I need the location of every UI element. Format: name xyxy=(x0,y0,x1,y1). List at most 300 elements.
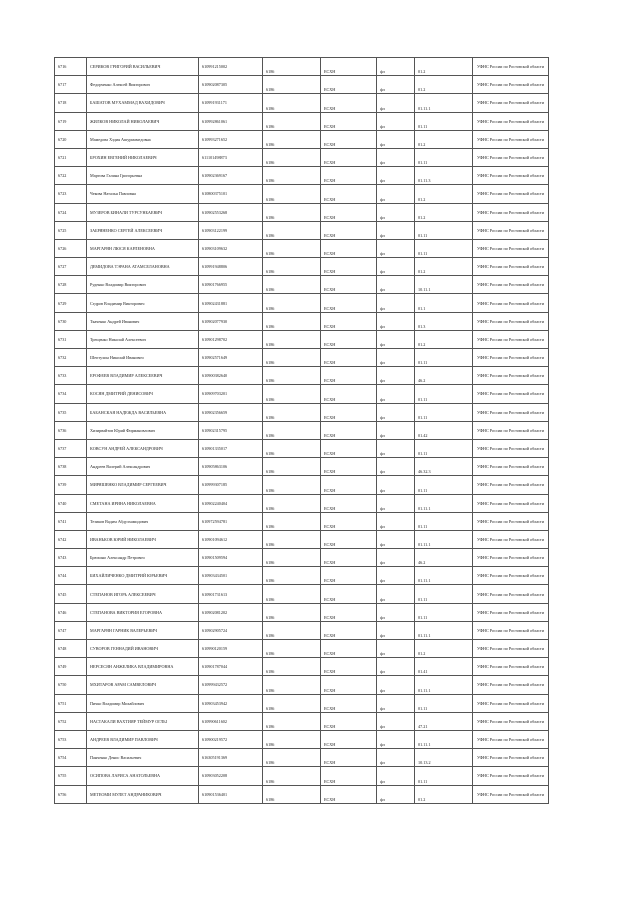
entity-form-cell: фл xyxy=(377,730,415,748)
authority-name-cell: УФНС России по Ростовской области xyxy=(473,148,549,166)
tax-office-code-cell: 6186 xyxy=(263,676,321,694)
okved-code-cell: 01.3 xyxy=(415,312,473,330)
okved-code-cell: 01.11 xyxy=(415,585,473,603)
entity-form-cell: фл xyxy=(377,167,415,185)
tax-regime-cell: ЕСХН xyxy=(321,567,377,585)
row-number-cell: 6731 xyxy=(55,330,87,348)
table-row xyxy=(55,640,549,658)
tax-regime-cell: ЕСХН xyxy=(321,276,377,294)
okved-code-cell: 01.11.1 xyxy=(415,730,473,748)
inn-number-cell: 610991215002 xyxy=(199,58,263,76)
row-number-cell: 6751 xyxy=(55,694,87,712)
row-number-cell: 6750 xyxy=(55,676,87,694)
table-row xyxy=(55,621,549,639)
okved-code-cell: 01.11 xyxy=(415,349,473,367)
table-row xyxy=(55,221,549,239)
tax-regime-cell: ЕСХН xyxy=(321,439,377,457)
row-number-cell: 6739 xyxy=(55,476,87,494)
tax-regime-cell: ЕСХН xyxy=(321,349,377,367)
okved-code-cell: 01.11.1 xyxy=(415,676,473,694)
entity-form-cell: фл xyxy=(377,276,415,294)
tax-office-code-cell: 6186 xyxy=(263,567,321,585)
table-row xyxy=(55,312,549,330)
inn-number-cell: 610991931171 xyxy=(199,94,263,112)
entity-form-cell: фл xyxy=(377,130,415,148)
taxpayer-name-cell: ДЕМИДОВА ТЭРАНА АТАМСЕЛАНОВНА xyxy=(87,258,199,276)
taxpayer-name-cell: ЖИЛКОВ НИКОЛАЙ НИКОЛАЕВИЧ xyxy=(87,112,199,130)
taxpayer-name-cell: МУЗЕРОВ БИНАЛИ ТУРСУНБАЕВИЧ xyxy=(87,203,199,221)
table-row xyxy=(55,58,549,76)
authority-name-cell: УФНС России по Ростовской области xyxy=(473,712,549,730)
table-row xyxy=(55,239,549,257)
tax-office-code-cell: 6186 xyxy=(263,239,321,257)
authority-name-cell: УФНС России по Ростовской области xyxy=(473,367,549,385)
inn-number-cell: 610902553268 xyxy=(199,203,263,221)
taxpayer-name-cell: ИВАНЬКОВ ЮРИЙ НИКОЛАЕВИЧ xyxy=(87,530,199,548)
inn-number-cell: 610990611602 xyxy=(199,712,263,730)
okved-code-cell: 10.13.2 xyxy=(415,749,473,767)
authority-name-cell: УФНС России по Ростовской области xyxy=(473,112,549,130)
inn-number-cell: 611101498873 xyxy=(199,148,263,166)
okved-code-cell: 10.11.1 xyxy=(415,276,473,294)
row-number-cell: 6723 xyxy=(55,185,87,203)
tax-regime-cell: ЕСХН xyxy=(321,640,377,658)
tax-regime-cell: ЕСХН xyxy=(321,258,377,276)
inn-number-cell: 610901787044 xyxy=(199,658,263,676)
tax-regime-cell: ЕСХН xyxy=(321,403,377,421)
entity-form-cell: фл xyxy=(377,458,415,476)
entity-form-cell: фл xyxy=(377,640,415,658)
entity-form-cell: фл xyxy=(377,567,415,585)
table-row xyxy=(55,276,549,294)
tax-office-code-cell: 6186 xyxy=(263,167,321,185)
table-row xyxy=(55,476,549,494)
tax-office-code-cell: 6186 xyxy=(263,221,321,239)
inn-number-cell: 610902369167 xyxy=(199,167,263,185)
tax-regime-cell: ЕСХН xyxy=(321,367,377,385)
okved-code-cell: 01.41 xyxy=(415,658,473,676)
tax-regime-cell: ЕСХН xyxy=(321,421,377,439)
okved-code-cell: 01.11 xyxy=(415,221,473,239)
tax-regime-cell: ЕСХН xyxy=(321,621,377,639)
tax-regime-cell: ЕСХН xyxy=(321,294,377,312)
authority-name-cell: УФНС России по Ростовской области xyxy=(473,749,549,767)
authority-name-cell: УФНС России по Ростовской области xyxy=(473,549,549,567)
table-row xyxy=(55,512,549,530)
okved-code-cell: 01.11.1 xyxy=(415,94,473,112)
inn-number-cell: 610972594781 xyxy=(199,512,263,530)
authority-name-cell: УФНС России по Ростовской области xyxy=(473,676,549,694)
authority-name-cell: УФНС России по Ростовской области xyxy=(473,640,549,658)
tax-office-code-cell: 6186 xyxy=(263,312,321,330)
row-number-cell: 6724 xyxy=(55,203,87,221)
okved-code-cell: 01.1 xyxy=(415,294,473,312)
row-number-cell: 6732 xyxy=(55,349,87,367)
tax-office-code-cell: 6186 xyxy=(263,640,321,658)
inn-number-cell: 610903122199 xyxy=(199,221,263,239)
row-number-cell: 6742 xyxy=(55,530,87,548)
taxpayer-name-cell: БРОХИН ЕВГЕНИЙ НИКОЛАЕВИЧ xyxy=(87,148,199,166)
row-number-cell: 6736 xyxy=(55,421,87,439)
inn-number-cell: 610905863106 xyxy=(199,458,263,476)
tax-regime-cell: ЕСХН xyxy=(321,749,377,767)
inn-number-cell: 610901094612 xyxy=(199,530,263,548)
entity-form-cell: фл xyxy=(377,658,415,676)
tax-regime-cell: ЕСХН xyxy=(321,148,377,166)
authority-name-cell: УФНС России по Ростовской области xyxy=(473,276,549,294)
table-row xyxy=(55,749,549,767)
table-row xyxy=(55,330,549,348)
okved-code-cell: 01.11 xyxy=(415,439,473,457)
authority-name-cell: УФНС России по Ростовской области xyxy=(473,349,549,367)
inn-number-cell: 610900219572 xyxy=(199,730,263,748)
entity-form-cell: фл xyxy=(377,185,415,203)
okved-code-cell: 01.11 xyxy=(415,512,473,530)
table-row xyxy=(55,367,549,385)
authority-name-cell: УФНС России по Ростовской области xyxy=(473,785,549,803)
table-row xyxy=(55,439,549,457)
inn-number-cell: 610901536401 xyxy=(199,785,263,803)
okved-code-cell: 01.11.3 xyxy=(415,167,473,185)
table-row xyxy=(55,658,549,676)
entity-form-cell: фл xyxy=(377,585,415,603)
authority-name-cell: УФНС России по Ростовской области xyxy=(473,185,549,203)
taxpayer-name-cell: СТЕПАНОВА ВИКТОРИЯ ЕГОРОВНА xyxy=(87,603,199,621)
row-number-cell: 6725 xyxy=(55,221,87,239)
inn-number-cell: 610902431881 xyxy=(199,294,263,312)
entity-form-cell: фл xyxy=(377,694,415,712)
authority-name-cell: УФНС России по Ростовской области xyxy=(473,476,549,494)
row-number-cell: 6728 xyxy=(55,276,87,294)
table-row xyxy=(55,458,549,476)
authority-name-cell: УФНС России по Ростовской области xyxy=(473,767,549,785)
entity-form-cell: фл xyxy=(377,712,415,730)
taxpayer-name-cell: БИХАЙЛИЧЕНКО ДМИТРИЙ ЮРЬЕВИЧ xyxy=(87,567,199,585)
okved-code-cell: 01.42 xyxy=(415,421,473,439)
authority-name-cell: УФНС России по Ростовской области xyxy=(473,567,549,585)
authority-name-cell: УФНС России по Ростовской области xyxy=(473,203,549,221)
taxpayer-name-cell: Пичко Владимир Михайлович xyxy=(87,694,199,712)
inn-number-cell: 610993271652 xyxy=(199,130,263,148)
tax-office-code-cell: 6186 xyxy=(263,112,321,130)
tax-regime-cell: ЕСХН xyxy=(321,203,377,221)
tax-regime-cell: ЕСХН xyxy=(321,112,377,130)
tax-regime-cell: ЕСХН xyxy=(321,767,377,785)
table-row xyxy=(55,549,549,567)
okved-code-cell: 46.2 xyxy=(415,549,473,567)
tax-regime-cell: ЕСХН xyxy=(321,476,377,494)
tax-regime-cell: ЕСХН xyxy=(321,730,377,748)
row-number-cell: 6754 xyxy=(55,749,87,767)
taxpayer-name-cell: Чекова Наталья Павловна xyxy=(87,185,199,203)
table-row xyxy=(55,385,549,403)
authority-name-cell: УФНС России по Ростовской области xyxy=(473,130,549,148)
authority-name-cell: УФНС России по Ростовской области xyxy=(473,658,549,676)
taxpayer-name-cell: СЕРИКОВ ГРИГОРИЙ ВАСИЛЬЕВИЧ xyxy=(87,58,199,76)
inn-number-cell: 610902356659 xyxy=(199,403,263,421)
okved-code-cell: 01.11 xyxy=(415,385,473,403)
tax-office-code-cell: 6186 xyxy=(263,330,321,348)
tax-office-code-cell: 6186 xyxy=(263,530,321,548)
okved-code-cell: 01.11 xyxy=(415,767,473,785)
authority-name-cell: УФНС России по Ростовской области xyxy=(473,694,549,712)
row-number-cell: 6753 xyxy=(55,730,87,748)
table-row xyxy=(55,130,549,148)
authority-name-cell: УФНС России по Ростовской области xyxy=(473,258,549,276)
entity-form-cell: фл xyxy=(377,76,415,94)
tax-regime-cell: ЕСХН xyxy=(321,676,377,694)
taxpayer-name-cell: СУВОРОВ ГЕННАДИЙ ИВАНОВИЧ xyxy=(87,640,199,658)
table-row xyxy=(55,112,549,130)
tax-regime-cell: ЕСХН xyxy=(321,185,377,203)
taxpayer-name-cell: ЗАБРЯНЕНКО СЕРГЕЙ АЛЕКСЕЕВИЧ xyxy=(87,221,199,239)
authority-name-cell: УФНС России по Ростовской области xyxy=(473,94,549,112)
taxpayer-name-cell: КОВСУН АНДРЕЙ АЛЕКСАНДРОВИЧ xyxy=(87,439,199,457)
taxpayer-name-cell: НЕРСЕСЯН АНЖЕЛИКА ВЛАДИМИРОВНА xyxy=(87,658,199,676)
taxpayer-name-cell: Мамедова Хэдия Ашурмамедовна xyxy=(87,130,199,148)
table-row xyxy=(55,603,549,621)
taxpayer-name-cell: Хизирвайтов Юрий Фирмановлович xyxy=(87,421,199,439)
tax-office-code-cell: 6186 xyxy=(263,385,321,403)
tax-regime-cell: ЕСХН xyxy=(321,330,377,348)
row-number-cell: 6720 xyxy=(55,130,87,148)
authority-name-cell: УФНС России по Ростовской области xyxy=(473,330,549,348)
tax-office-code-cell: 6186 xyxy=(263,403,321,421)
tax-office-code-cell: 6186 xyxy=(263,585,321,603)
inn-number-cell: 610902087305 xyxy=(199,76,263,94)
entity-form-cell: фл xyxy=(377,148,415,166)
table-row xyxy=(55,203,549,221)
tax-office-code-cell: 6186 xyxy=(263,439,321,457)
row-number-cell: 6741 xyxy=(55,512,87,530)
tax-regime-cell: ЕСХН xyxy=(321,658,377,676)
authority-name-cell: УФНС России по Ростовской области xyxy=(473,530,549,548)
tax-regime-cell: ЕСХН xyxy=(321,712,377,730)
authority-name-cell: УФНС России по Ростовской области xyxy=(473,221,549,239)
okved-code-cell: 01.11.1 xyxy=(415,567,473,585)
tax-regime-cell: ЕСХН xyxy=(321,512,377,530)
tax-office-code-cell: 6186 xyxy=(263,94,321,112)
tax-office-code-cell: 6186 xyxy=(263,58,321,76)
taxpayer-name-cell: СМЕТАНА ИРИНА НИКОЛАЕВНА xyxy=(87,494,199,512)
tax-office-code-cell: 6186 xyxy=(263,549,321,567)
taxpayer-name-cell: Трещенко Николай Алексеевич xyxy=(87,330,199,348)
inn-number-cell: 610901509594 xyxy=(199,549,263,567)
row-number-cell: 6740 xyxy=(55,494,87,512)
tax-office-code-cell: 6186 xyxy=(263,749,321,767)
taxpayer-name-cell: БАШАТОВ МУХАММАД ВАХИДОВИЧ xyxy=(87,94,199,112)
authority-name-cell: УФНС России по Ростовской области xyxy=(473,494,549,512)
row-number-cell: 6719 xyxy=(55,112,87,130)
table-row xyxy=(55,730,549,748)
row-number-cell: 6734 xyxy=(55,385,87,403)
okved-code-cell: 01.2 xyxy=(415,185,473,203)
tax-office-code-cell: 6186 xyxy=(263,421,321,439)
entity-form-cell: фл xyxy=(377,421,415,439)
authority-name-cell: УФНС России по Ростовской области xyxy=(473,312,549,330)
tax-regime-cell: ЕСХН xyxy=(321,94,377,112)
entity-form-cell: фл xyxy=(377,58,415,76)
tax-office-code-cell: 6186 xyxy=(263,730,321,748)
taxpayer-name-cell: ОСИПОВА ЛАРИСА АНАТОЛЬЕВНА xyxy=(87,767,199,785)
tax-office-code-cell: 6186 xyxy=(263,494,321,512)
inn-number-cell: 610903434501 xyxy=(199,567,263,585)
tax-office-code-cell: 6186 xyxy=(263,621,321,639)
entity-form-cell: фл xyxy=(377,767,415,785)
entity-form-cell: фл xyxy=(377,494,415,512)
inn-number-cell: 610903109632 xyxy=(199,239,263,257)
okved-code-cell: 46.32.3 xyxy=(415,458,473,476)
tax-regime-cell: ЕСХН xyxy=(321,312,377,330)
entity-form-cell: фл xyxy=(377,239,415,257)
inn-number-cell: 610902081202 xyxy=(199,603,263,621)
tax-regime-cell: ЕСХН xyxy=(321,385,377,403)
inn-number-cell: 610902571649 xyxy=(199,349,263,367)
tax-office-code-cell: 6186 xyxy=(263,203,321,221)
authority-name-cell: УФНС России по Ростовской области xyxy=(473,403,549,421)
tax-regime-cell: ЕСХН xyxy=(321,585,377,603)
okved-code-cell: 01.11 xyxy=(415,403,473,421)
inn-number-cell: 610900382640 xyxy=(199,367,263,385)
row-number-cell: 6726 xyxy=(55,239,87,257)
tax-office-code-cell: 6186 xyxy=(263,148,321,166)
tax-office-code-cell: 6186 xyxy=(263,712,321,730)
row-number-cell: 6756 xyxy=(55,785,87,803)
entity-form-cell: фл xyxy=(377,621,415,639)
inn-number-cell: 610901335017 xyxy=(199,439,263,457)
authority-name-cell: УФНС России по Ростовской области xyxy=(473,439,549,457)
taxpayer-name-cell: ЕРОФЕЕВ ВЛАДИМИР АЛЕКСЕЕВИЧ xyxy=(87,367,199,385)
tax-regime-cell: ЕСХН xyxy=(321,130,377,148)
entity-form-cell: фл xyxy=(377,549,415,567)
okved-code-cell: 01.2 xyxy=(415,785,473,803)
entity-form-cell: фл xyxy=(377,676,415,694)
taxpayer-name-cell: Федорченко Алексей Викторович xyxy=(87,76,199,94)
taxpayer-name-cell: Руденко Владимир Викторович xyxy=(87,276,199,294)
table-row xyxy=(55,349,549,367)
table-row xyxy=(55,294,549,312)
okved-code-cell: 01.2 xyxy=(415,330,473,348)
row-number-cell: 6733 xyxy=(55,367,87,385)
inn-number-cell: 610902905724 xyxy=(199,621,263,639)
tax-office-code-cell: 6186 xyxy=(263,130,321,148)
authority-name-cell: УФНС России по Ростовской области xyxy=(473,512,549,530)
tax-regime-cell: ЕСХН xyxy=(321,76,377,94)
entity-form-cell: фл xyxy=(377,439,415,457)
taxpayer-name-cell: Ткаченко Андрей Иванович xyxy=(87,312,199,330)
inn-number-cell: 610903052208 xyxy=(199,767,263,785)
table-row xyxy=(55,421,549,439)
taxpayer-name-cell: Шептухин Николай Иванович xyxy=(87,349,199,367)
tax-office-code-cell: 6186 xyxy=(263,476,321,494)
entity-form-cell: фл xyxy=(377,530,415,548)
tax-regime-cell: ЕСХН xyxy=(321,603,377,621)
entity-form-cell: фл xyxy=(377,112,415,130)
authority-name-cell: УФНС России по Ростовской области xyxy=(473,167,549,185)
tax-office-code-cell: 6186 xyxy=(263,367,321,385)
tax-office-code-cell: 6186 xyxy=(263,767,321,785)
authority-name-cell: УФНС России по Ростовской области xyxy=(473,294,549,312)
table-row xyxy=(55,530,549,548)
authority-name-cell: УФНС России по Ростовской области xyxy=(473,58,549,76)
row-number-cell: 6729 xyxy=(55,294,87,312)
table-row xyxy=(55,785,549,803)
row-number-cell: 6718 xyxy=(55,94,87,112)
taxpayer-name-cell: МАРГАРЯН ГАРНИК ВАЛЕРЬЕВИЧ xyxy=(87,621,199,639)
row-number-cell: 6747 xyxy=(55,621,87,639)
okved-code-cell: 01.2 xyxy=(415,58,473,76)
taxpayer-name-cell: Седров Владимир Викторович xyxy=(87,294,199,312)
okved-code-cell: 47.21 xyxy=(415,712,473,730)
tax-office-code-cell: 6186 xyxy=(263,258,321,276)
row-number-cell: 6743 xyxy=(55,549,87,567)
tax-office-code-cell: 6186 xyxy=(263,458,321,476)
table-row xyxy=(55,94,549,112)
entity-form-cell: фл xyxy=(377,203,415,221)
authority-name-cell: УФНС России по Ростовской области xyxy=(473,730,549,748)
okved-code-cell: 01.11 xyxy=(415,239,473,257)
entity-form-cell: фл xyxy=(377,94,415,112)
tax-regime-cell: ЕСХН xyxy=(321,694,377,712)
row-number-cell: 6717 xyxy=(55,76,87,94)
inn-number-cell: 610901731613 xyxy=(199,585,263,603)
tax-office-code-cell: 6186 xyxy=(263,512,321,530)
okved-code-cell: 01.11 xyxy=(415,694,473,712)
table-row xyxy=(55,567,549,585)
taxpayer-name-cell: МЕТЕОМИ МУЛЕТ АНДРАНИКОВИЧ xyxy=(87,785,199,803)
taxpayer-name-cell: Брюхино Александр Петрович xyxy=(87,549,199,567)
taxpayer-name-cell: МАРГАРЯН ЛЮСЯ КАРЛЕНОВНА xyxy=(87,239,199,257)
entity-form-cell: фл xyxy=(377,221,415,239)
taxpayer-name-cell: НАСТАКАЛИ ВАХТИЯР ТЕЙМУР ОГЛЫ xyxy=(87,712,199,730)
table-row xyxy=(55,676,549,694)
registry-table-body xyxy=(55,58,549,804)
entity-form-cell: фл xyxy=(377,785,415,803)
entity-form-cell: фл xyxy=(377,749,415,767)
tax-regime-cell: ЕСХН xyxy=(321,549,377,567)
okved-code-cell: 01.11.1 xyxy=(415,621,473,639)
entity-form-cell: фл xyxy=(377,385,415,403)
inn-number-cell: 610991948806 xyxy=(199,258,263,276)
row-number-cell: 6730 xyxy=(55,312,87,330)
entity-form-cell: фл xyxy=(377,476,415,494)
tax-office-code-cell: 6186 xyxy=(263,603,321,621)
taxpayer-name-cell: Тезиков Вадим Абдулхамидович xyxy=(87,512,199,530)
authority-name-cell: УФНС России по Ростовской области xyxy=(473,76,549,94)
inn-number-cell: 610909703201 xyxy=(199,385,263,403)
inn-number-cell: 610999432572 xyxy=(199,676,263,694)
okved-code-cell: 46.2 xyxy=(415,367,473,385)
taxpayer-name-cell: Андреев Валерий Александрович xyxy=(87,458,199,476)
entity-form-cell: фл xyxy=(377,330,415,348)
tax-regime-cell: ЕСХН xyxy=(321,58,377,76)
table-row xyxy=(55,694,549,712)
taxpayer-name-cell: АНДРЕЕВ ВЛАДИМИР ПАВЛОВИЧ xyxy=(87,730,199,748)
inn-number-cell: 610992861061 xyxy=(199,112,263,130)
entity-form-cell: фл xyxy=(377,312,415,330)
tax-regime-cell: ЕСХН xyxy=(321,494,377,512)
registry-table xyxy=(54,57,549,804)
row-number-cell: 6755 xyxy=(55,767,87,785)
inn-number-cell: 610901766955 xyxy=(199,276,263,294)
okved-code-cell: 01.2 xyxy=(415,258,473,276)
row-number-cell: 6746 xyxy=(55,603,87,621)
entity-form-cell: фл xyxy=(377,512,415,530)
okved-code-cell: 01.11 xyxy=(415,148,473,166)
table-row xyxy=(55,712,549,730)
inn-number-cell: 610999307185 xyxy=(199,476,263,494)
okved-code-cell: 01.11.1 xyxy=(415,494,473,512)
